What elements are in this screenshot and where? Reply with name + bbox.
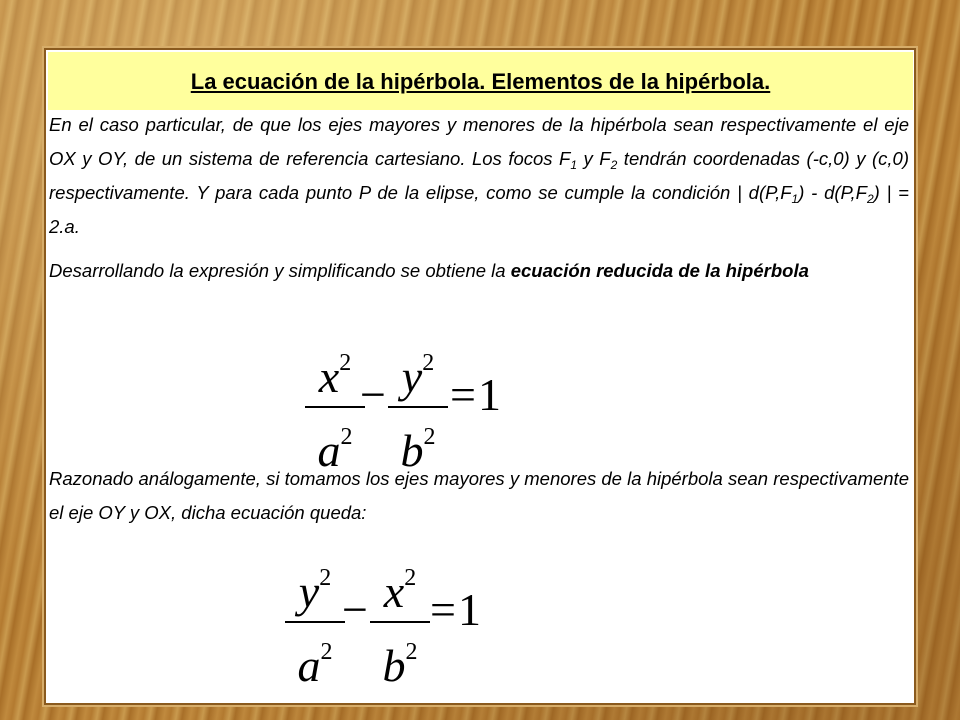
right-hand-side: 1 (478, 369, 501, 420)
fraction-x-over-b (370, 555, 430, 689)
numerator: x (383, 566, 405, 617)
fraction-x-over-a (305, 340, 365, 474)
subscript: 1 (791, 192, 799, 206)
paragraph-text: Razonado análogamente, si tomamos los ejes mayores y menores de la hipérbola sean respectivamente el eje OY y OX, dicha ecuación queda: (49, 468, 909, 523)
paragraph-vertical-case (49, 462, 909, 530)
denominator: a (317, 425, 341, 476)
numerator: x (318, 351, 340, 402)
page-title: La ecuación de la hipérbola. Elementos de la hipérbola. (190, 69, 771, 94)
exponent: 2 (319, 565, 332, 591)
equals-sign: = (430, 584, 456, 635)
equation-vertical-hyperbola (285, 555, 485, 691)
minus-sign: − (342, 584, 368, 635)
paragraph-reduced-equation (49, 254, 909, 288)
equals-sign: = (450, 369, 476, 420)
exponent: 2 (423, 424, 436, 450)
exponent: 2 (320, 639, 333, 665)
exponent: 2 (405, 639, 418, 665)
denominator: b (400, 425, 424, 476)
paragraph-text: ) - d(P,F (798, 182, 867, 203)
title-banner (48, 52, 913, 110)
bold-term: ecuación reducida de la hipérbola (510, 260, 809, 281)
paragraph-intro (49, 108, 909, 244)
exponent: 2 (339, 350, 352, 376)
exponent: 2 (422, 350, 435, 376)
right-hand-side: 1 (458, 584, 481, 635)
paragraph-text: ) | = 2.a. (49, 182, 909, 237)
equation-horizontal-hyperbola (300, 340, 501, 476)
subscript: 2 (610, 158, 618, 172)
paragraph-text: Desarrollando la expresión y simplificando se obtiene la (49, 260, 511, 281)
subscript: 2 (866, 192, 874, 206)
denominator: b (382, 640, 406, 691)
paragraph-text: tendrán coordenadas (-c,0) y (c,0) respectivamente. Y para cada punto P de la elipse, como se cumple la condición | d(P,F (49, 148, 909, 203)
exponent: 2 (404, 565, 417, 591)
minus-sign: − (360, 369, 386, 420)
fraction-y-over-b (388, 340, 448, 474)
paragraph-text: y F (577, 148, 611, 169)
denominator: a (297, 640, 321, 691)
numerator: y (298, 566, 320, 617)
subscript: 1 (570, 158, 578, 172)
exponent: 2 (340, 424, 353, 450)
fraction-y-over-a (285, 555, 345, 689)
numerator: y (401, 351, 423, 402)
paragraph-text: En el caso particular, de que los ejes mayores y menores de la hipérbola sean respectivamente el eje OX y OY, de un sistema de referencia cartesiano. Los focos F (49, 114, 909, 169)
